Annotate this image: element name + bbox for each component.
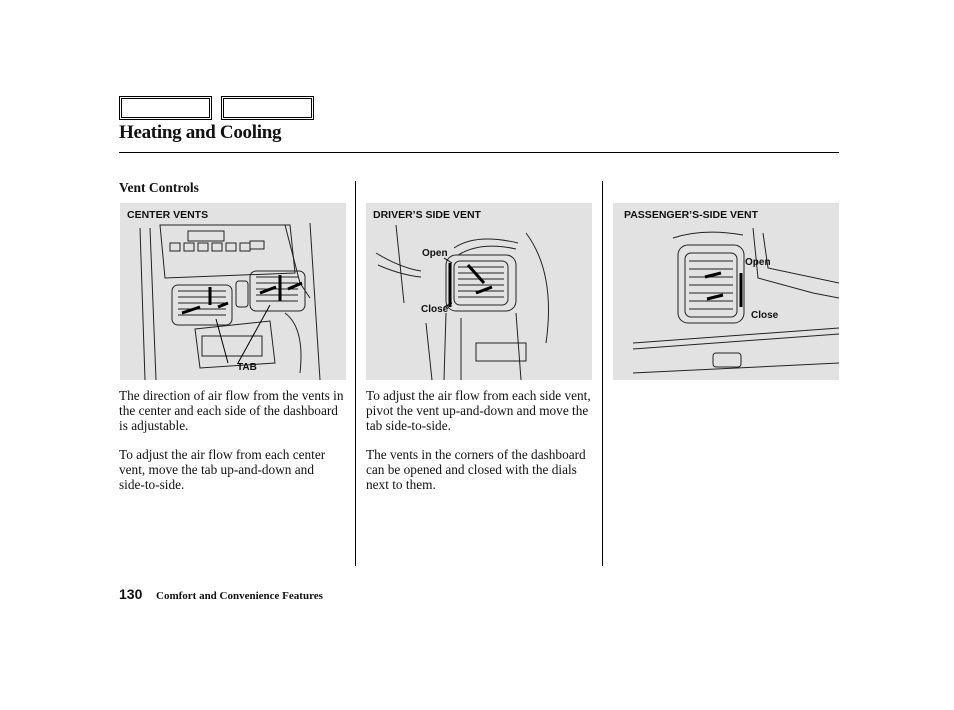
page-number: 130 bbox=[119, 586, 143, 602]
panel-label: CENTER VENTS bbox=[127, 209, 209, 221]
nav-button-next[interactable] bbox=[221, 96, 314, 120]
tab-callout: TAB bbox=[237, 362, 257, 373]
chapter-title: Comfort and Convenience Features bbox=[156, 590, 323, 602]
body-paragraph: The vents in the corners of the dashboard can be opened and closed with the dials next to them. bbox=[366, 447, 586, 492]
page-title: Heating and Cooling bbox=[119, 122, 282, 143]
title-rule bbox=[119, 152, 839, 153]
body-paragraph: To adjust the air flow from each side vent, pivot the vent up-and-down and move the tab side-to-side. bbox=[366, 388, 591, 433]
driver-vent-drawing bbox=[366, 203, 592, 380]
panel-label: PASSENGER’S-SIDE VENT bbox=[624, 209, 758, 221]
passenger-side-vent-illustration bbox=[613, 203, 839, 380]
center-vents-drawing bbox=[120, 203, 346, 380]
column-divider bbox=[602, 181, 603, 566]
body-paragraph: To adjust the air flow from each center vent, move the tab up-and-down and side-to-side. bbox=[119, 447, 326, 492]
driver-side-vent-illustration bbox=[366, 203, 592, 380]
passenger-vent-drawing bbox=[613, 203, 839, 380]
panel-label: DRIVER’S SIDE VENT bbox=[373, 209, 481, 221]
close-callout: Close bbox=[421, 304, 449, 315]
open-callout: Open bbox=[745, 257, 771, 268]
body-paragraph: The direction of air flow from the vents in the center and each side of the dashboard is adjustable. bbox=[119, 388, 344, 433]
nav-button-previous[interactable] bbox=[119, 96, 212, 120]
center-vents-illustration bbox=[120, 203, 346, 380]
column-divider bbox=[355, 181, 356, 566]
open-callout: Open bbox=[422, 248, 448, 259]
section-heading: Vent Controls bbox=[119, 180, 199, 195]
close-callout: Close bbox=[751, 310, 779, 321]
